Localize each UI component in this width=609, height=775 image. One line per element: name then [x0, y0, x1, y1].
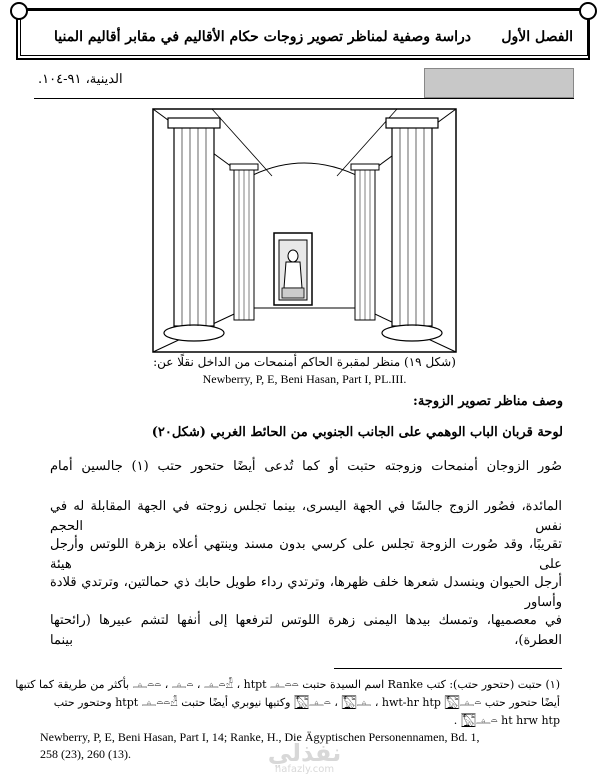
body-line: في معصميها، وتمسك بيدها اليمنى زهرة اللوتس لترفعها إلى أنفها لتشم عبيرها (رائحتها العطرة)، بينما — [50, 613, 562, 648]
continuation-row — [34, 68, 574, 96]
tomb-interior-figure — [152, 108, 457, 353]
body-line: المائدة، فصُور الزوج جالسًا في الجهة اليسرى، بينما تجلس زوجته في الجهة المقابلة له في نفس الحجم — [50, 499, 562, 534]
site-watermark — [245, 739, 365, 775]
figure-reference: Newberry, P, E, Beni Hasan, Part I, PL.III. — [202, 372, 407, 386]
footnote-rule — [334, 668, 562, 669]
grey-label-box — [424, 68, 574, 98]
body-line: تقريبًا، وقد صُورت الزوجة تجلس على كرسي بدون مسند وينتهي أعلاه بزهرة اللوتس وأرجل على هيئة — [50, 537, 562, 572]
watermark-latin: nafazly.com — [274, 764, 335, 775]
footnote-reference: Newberry, P, E, Beni Hasan, Part I, 14; Ranke, H., Die Ägyptischen Personennamen, Bd. 1, — [40, 730, 480, 744]
section-heading: وصف مناظر تصوير الزوجة: — [413, 394, 563, 409]
frame-corner-scroll — [579, 2, 597, 20]
chapter-title: الفصل الأول — [501, 29, 573, 45]
running-title: دراسة وصفية لمناظر تصوير زوجات حكام الأقاليم في مقابر أقاليم المنيا — [54, 29, 471, 45]
footnote-line: (١) حتبت (حتحور حتب): كتب Ranke اسم السيدة حتبت 𓊵𓏏𓏏 ، 𓊵𓏏 ، 𓊵𓏏𓁐 ، htpt 𓊵𓏏𓏏 بأكثر من طريقة كما كتبها — [15, 678, 560, 691]
footnote-line: 𓉡𓊵𓏏 ht hrw htp . — [453, 714, 560, 727]
frame-corner-scroll — [10, 2, 28, 20]
continuation-text: الدينية، ٩١-١٠٤. — [38, 72, 123, 87]
figure-caption: (شكل ١٩) منظر لمقبرة الحاكم أمنمحات من الداخل نقلًا عن: — [153, 355, 456, 369]
continuation-rule — [34, 98, 574, 99]
sub-heading: لوحة قربان الباب الوهمي على الجانب الجنوبي من الحائط الغربي (شكل٢٠) — [151, 425, 563, 440]
body-line: صُور الزوجان أمنمحات وزوجته حتبت أو كما تُدعى أيضًا حتحور حتب (١) جالسين أمام — [50, 459, 563, 474]
watermark-arabic: نفذلي — [267, 739, 342, 767]
footnote-reference: 258 (23), 260 (13). — [40, 747, 131, 761]
body-line: أرجل الحيوان وينسدل شعرها خلف ظهرها، وترتدي رداء طويل حابك ذي حمالتين، وترتدي قلادة وأساور — [50, 575, 562, 610]
footnote-line: أيضًا حتحور حتب 𓉡𓊵𓏏 ، 𓉡𓊵 ، hwt-hr htp 𓉡𓊵𓏏 وكتبها نيوبري أيضًا حتبت htpt 𓊵𓏏𓏏𓁐 وحتحور حتب — [53, 696, 560, 709]
